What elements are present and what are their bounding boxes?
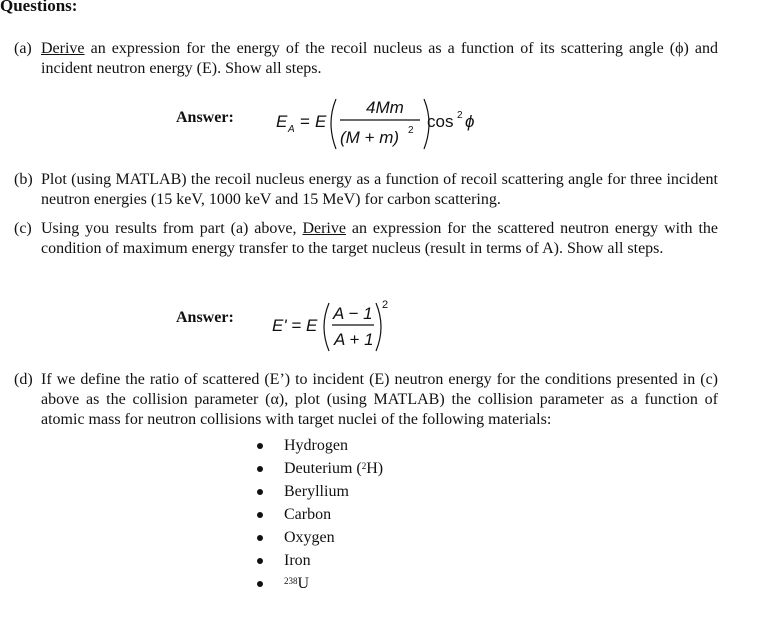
question-c-text: an expression for the scattered neutron energy with the condition of maximum energy transfer to the target nucleus (result in terms of A). Show all steps. xyxy=(41,220,719,257)
eq-c-exp: 2 xyxy=(382,299,389,311)
derive-link-a[interactable]: Derive xyxy=(41,40,85,57)
left-paren xyxy=(331,99,336,149)
list-item: Beryllium xyxy=(255,480,383,503)
question-c-pre: Using you results from part (a) above, xyxy=(41,220,303,237)
eq-a-lhs-sub: A xyxy=(288,124,295,135)
eq-a-den-exp: 2 xyxy=(408,125,414,136)
eq-a-cos: cos xyxy=(427,112,454,131)
answer-label-c: Answer: xyxy=(176,309,234,326)
question-d xyxy=(14,370,718,430)
eq-a-rhs-e: E xyxy=(315,112,327,131)
question-b-label: (b) xyxy=(14,171,33,188)
list-item: Hydrogen xyxy=(255,434,383,457)
question-c-label: (c) xyxy=(14,220,32,237)
right-paren-c xyxy=(376,303,381,351)
materials-list xyxy=(255,434,383,595)
list-item: Oxygen xyxy=(255,526,383,549)
eq-a-cos-exp: 2 xyxy=(457,110,463,121)
question-d-label: (d) xyxy=(14,371,33,388)
list-item: $^{238}$U xyxy=(255,572,383,595)
answer-label-a: Answer: xyxy=(176,109,234,126)
eq-a-lhs: E xyxy=(276,112,288,131)
question-a-label: (a) xyxy=(14,40,32,57)
eq-c-denominator: A + 1 xyxy=(334,330,374,349)
eq-a-numerator: 4Mm xyxy=(366,98,404,117)
eq-a-denominator: (M + m) xyxy=(340,128,400,147)
equation-a xyxy=(270,93,500,153)
question-b-text: Plot (using MATLAB) the recoil nucleus energy as a function of recoil scattering angle for three incident neutron energies (15 keV, 1000 keV and 15 MeV) for carbon scattering. xyxy=(41,171,718,208)
eq-c-numerator: A − 1 xyxy=(333,304,373,323)
eq-a-equals: = xyxy=(300,112,310,131)
left-paren-c xyxy=(324,303,329,351)
page-heading: Questions: xyxy=(0,0,78,15)
eq-a-phi: ϕ xyxy=(465,112,475,131)
list-item: Deuterium ($^2$H) xyxy=(255,457,383,480)
question-d-text: If we define the ratio of scattered (E’) to incident (E) neutron energy for the conditions presented in (c) above as the collision parameter (α), plot (using MATLAB) the collision parameter as a function of atomic mass for neutron collisions with target nuclei of the following materials: xyxy=(41,371,718,428)
question-c xyxy=(14,219,718,259)
equation-c xyxy=(270,297,400,353)
question-a-text: an expression for the energy of the recoil nucleus as a function of its scattering angle (ϕ) and incident neutron energy (E). Show all steps. xyxy=(41,40,718,77)
question-b xyxy=(14,170,718,210)
eq-c-lhs: E' = E xyxy=(272,316,318,335)
list-item: Carbon xyxy=(255,503,383,526)
list-item: Iron xyxy=(255,549,383,572)
derive-link-c[interactable]: Derive xyxy=(302,220,346,237)
question-a xyxy=(14,39,718,79)
